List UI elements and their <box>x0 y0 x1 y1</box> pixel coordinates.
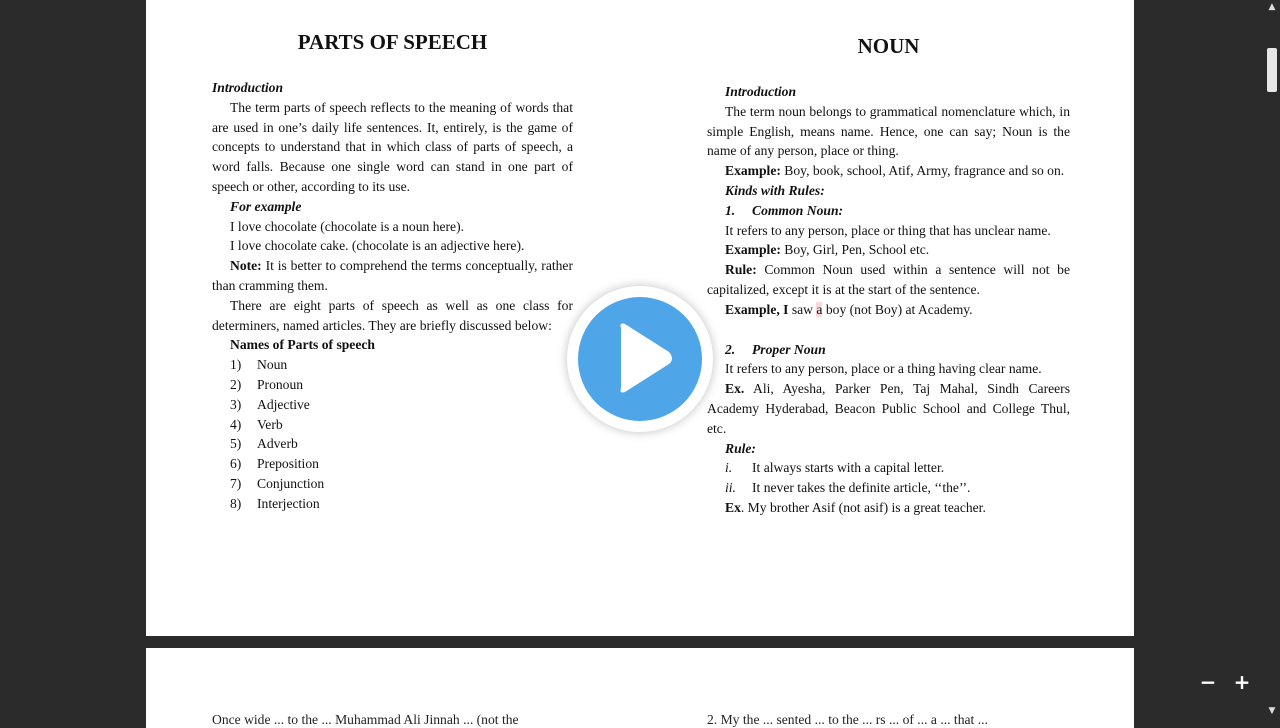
proper-noun-heading: 2. Proper Noun <box>725 341 826 357</box>
note-label: Note: <box>230 258 262 274</box>
play-icon <box>567 286 713 432</box>
scroll-down-icon[interactable]: ▼ <box>1268 706 1276 716</box>
note-text: It is better to comprehend the terms conceptually, rather than cramming them. <box>212 258 573 293</box>
list-item: 4) Verb <box>230 416 283 432</box>
page2-left-text: Once wide ... to the ... Muhammad Ali Jinnah ... (not the <box>212 712 519 727</box>
list-item: 8) Interjection <box>230 495 320 511</box>
page2-right-text: 2. My the ... sented ... to the ... rs ... of ... a ... that ... <box>707 712 988 727</box>
common-noun-heading: 1. Common Noun: <box>725 202 844 218</box>
highlighted-word: a <box>816 301 823 317</box>
scroll-up-icon[interactable]: ▲ <box>1268 2 1276 12</box>
proper-noun-definition: It refers to any person, place or a thing having clear name. <box>725 361 1042 377</box>
proper-noun-example: Ex. Ali, Ayesha, Parker Pen, Taj Mahal, Sindh Careers Academy Hyderabad, Beacon Public School and College Thul, etc. <box>707 381 1070 436</box>
note-paragraph <box>212 256 573 296</box>
eight-parts-paragraph: There are eight parts of speech as well as one class for determiners, named articles. They are briefly discussed below: <box>212 297 573 333</box>
vertical-scrollbar[interactable] <box>1264 0 1280 720</box>
intro-heading: Introduction <box>212 80 284 95</box>
document-page-2 <box>146 648 1134 728</box>
rule-item: ii. It never takes the definite article, ‘‘the’’. <box>725 480 971 496</box>
parts-list <box>212 355 573 513</box>
rule-heading: Rule: <box>725 440 756 456</box>
for-example-heading: For example <box>230 198 302 214</box>
list-item: 7) Conjunction <box>230 475 325 491</box>
names-heading: Names of Parts of speech <box>230 337 375 353</box>
play-button[interactable] <box>567 286 713 432</box>
noun-example-paragraph: Example: Boy, book, school, Atif, Army, fragrance and so on. <box>725 163 1065 179</box>
scroll-thumb[interactable] <box>1267 48 1277 92</box>
noun-intro-heading: Introduction <box>725 84 797 99</box>
common-noun-example-2: Example, I saw a boy (not Boy) at Academy. <box>725 301 973 317</box>
example-line-2: I love chocolate cake. (chocolate is an adjective here). <box>230 238 525 254</box>
right-column <box>707 32 1070 518</box>
common-noun-definition: It refers to any person, place or thing that has unclear name. <box>725 222 1051 238</box>
parts-of-speech-title: PARTS OF SPEECH <box>297 30 488 54</box>
list-item: 2) Pronoun <box>230 376 304 392</box>
list-item: 6) Preposition <box>230 456 319 472</box>
list-item: 5) Adverb <box>230 436 298 452</box>
list-item: 1) Noun <box>230 357 288 373</box>
zoom-in-button[interactable]: + <box>1233 670 1251 694</box>
noun-title: NOUN <box>857 34 920 58</box>
zoom-out-button[interactable]: − <box>1199 670 1217 694</box>
left-column <box>212 28 573 514</box>
rule-item: i. It always starts with a capital letter. <box>725 460 945 476</box>
noun-intro-paragraph: The term noun belongs to grammatical nomenclature which, in simple English, means name. Hence, one can say; Noun is the name of any person, place or thing. <box>707 103 1070 159</box>
common-noun-example: Example: Boy, Girl, Pen, School etc. <box>725 242 930 258</box>
example-line-1: I love chocolate (chocolate is a noun here). <box>230 218 465 234</box>
common-noun-rule: Rule: Common Noun used within a sentence will not be capitalized, except it is at the start of the sentence. <box>707 262 1070 297</box>
intro-paragraph: The term parts of speech reflects to the meaning of words that are used in one’s daily life sentences. It, entirely, is the game of concepts to understand that in which class of parts of speech, a word falls. Because one single word can stand in one part of speech or other, according to its use. <box>212 99 573 194</box>
list-item: 3) Adjective <box>230 396 310 412</box>
kinds-heading: Kinds with Rules: <box>725 182 825 198</box>
proper-noun-last-example: Ex. My brother Asif (not asif) is a great teacher. <box>725 499 986 515</box>
